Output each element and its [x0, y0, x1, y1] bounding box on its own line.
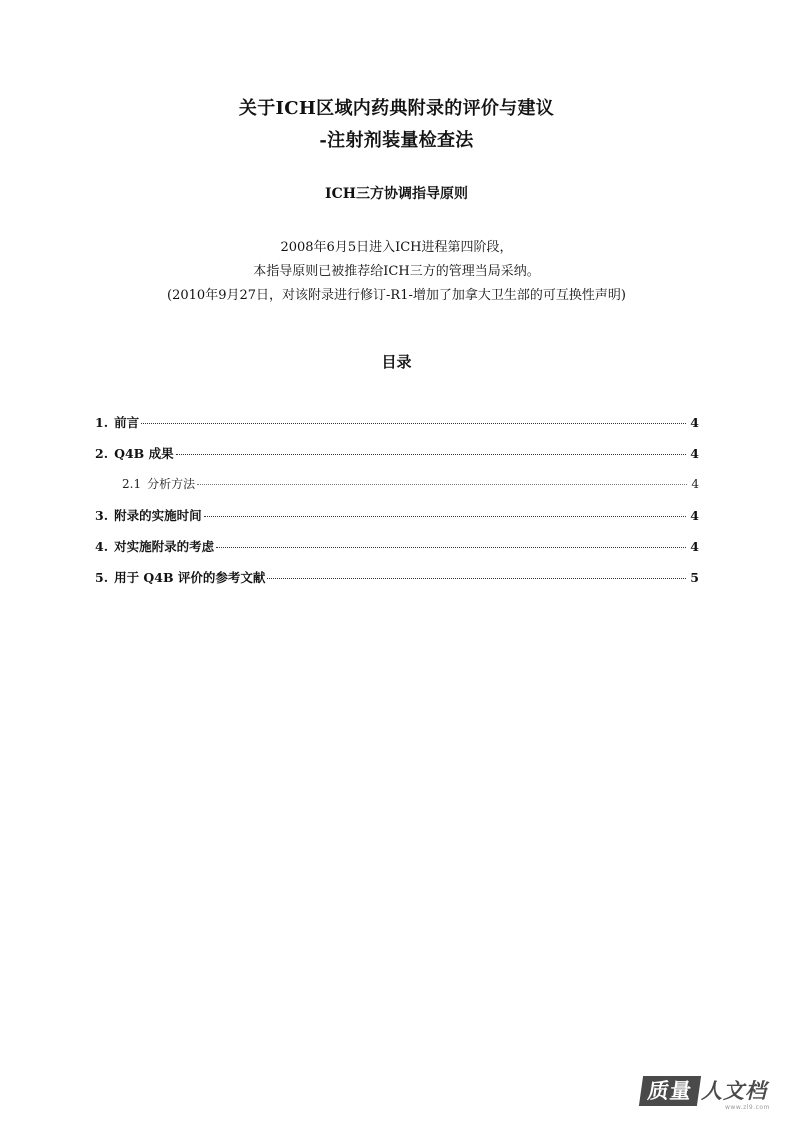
stage-line-1: 2008年6月5日进入ICH进程第四阶段，	[280, 240, 513, 255]
stage-statement	[0, 236, 793, 308]
toc-entry-number: 2.	[95, 446, 109, 461]
stage-line-3: (2010年9月27日，对该附录进行修订-R1-增加了加拿大卫生部的可互换性声明)	[167, 288, 626, 303]
watermark-url: www.zl9.com	[725, 1104, 770, 1111]
toc-entry-preface[interactable]	[95, 413, 699, 444]
toc-entry-page: 4	[690, 415, 699, 430]
toc-entry-page: 4	[690, 539, 699, 554]
toc-entry-label: Q4B 成果	[114, 446, 174, 461]
toc-leader-dots	[176, 453, 687, 455]
site-watermark-logo	[641, 1074, 783, 1114]
toc-leader-dots	[141, 422, 686, 424]
toc-entry-label: 对实施附录的考虑	[114, 539, 215, 554]
toc-entry-number: 1.	[95, 415, 109, 430]
toc-entry-label: 前言	[114, 415, 140, 430]
toc-entry-page: 4	[690, 508, 699, 523]
toc-entry-page: 4	[690, 446, 699, 461]
toc-entry-q4b-outcome[interactable]	[95, 444, 699, 475]
table-of-contents	[95, 413, 699, 599]
title-line-1: 关于ICH区域内药典附录的评价与建议	[238, 98, 555, 119]
toc-entry-number: 4.	[95, 539, 109, 554]
toc-entry-label: 附录的实施时间	[114, 508, 202, 523]
document-subtitle: ICH三方协调指导原则	[325, 186, 468, 202]
watermark-text: 人文档	[701, 1079, 767, 1103]
toc-leader-dots	[216, 546, 686, 548]
toc-entry-number: 2.1	[122, 477, 142, 491]
toc-leader-dots	[267, 577, 686, 579]
toc-leader-dots	[197, 483, 687, 485]
document-title	[0, 93, 793, 157]
watermark-box-text: 质量	[639, 1076, 701, 1106]
toc-entry-analytical-procedures[interactable]	[95, 475, 699, 506]
toc-entry-number: 3.	[95, 508, 109, 523]
toc-entry-references[interactable]	[95, 568, 699, 599]
title-line-2: -注射剂装量检查法	[319, 130, 474, 151]
toc-entry-page: 4	[691, 477, 699, 491]
toc-entry-label: 用于 Q4B 评价的参考文献	[114, 570, 266, 585]
toc-heading: 目录	[381, 353, 412, 371]
toc-entry-page: 5	[690, 570, 699, 585]
stage-line-2: 本指导原则已被推荐给ICH三方的管理当局采纳。	[253, 264, 540, 279]
toc-entry-number: 5.	[95, 570, 109, 585]
toc-leader-dots	[204, 515, 687, 517]
toc-entry-implementation-timing[interactable]	[95, 506, 699, 537]
toc-entry-label: 分析方法	[147, 477, 196, 491]
toc-entry-implementation-considerations[interactable]	[95, 537, 699, 568]
